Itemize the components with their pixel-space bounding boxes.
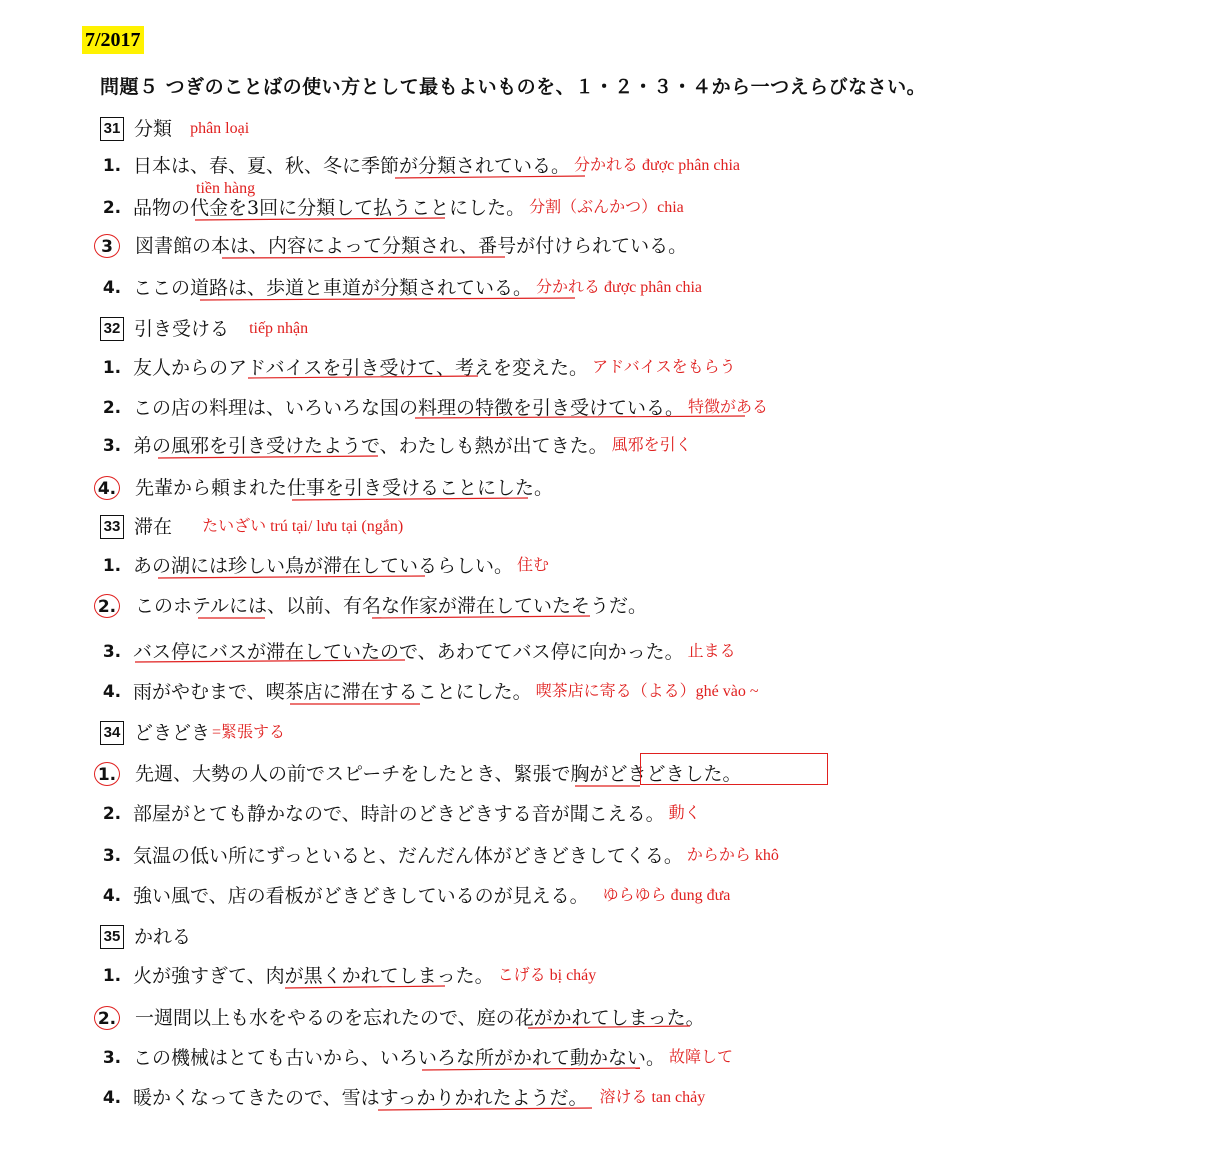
word-note: たいざい trú tại/ lưu tại (ngắn) xyxy=(202,518,404,535)
option-text: 友人からのアドバイスを引き受けて、考えを変えた。 xyxy=(133,357,589,379)
option-number: 2. xyxy=(102,804,122,824)
above-note: tiền hàng xyxy=(196,180,256,197)
question-31-heading xyxy=(100,114,249,142)
option-31-4[interactable] xyxy=(100,272,702,302)
option-note: ゆらゆら đung đưa xyxy=(602,887,731,904)
question-32-heading xyxy=(100,314,308,342)
option-note: アドバイスをもらう xyxy=(592,359,736,376)
option-text: 先輩から頼まれた仕事を引き受けることにした。 xyxy=(135,477,554,499)
option-number: 2. xyxy=(102,198,122,218)
word-note: tiếp nhận xyxy=(249,320,309,337)
option-note: 溶ける tan chảy xyxy=(599,1089,706,1106)
option-34-4[interactable] xyxy=(100,880,730,910)
option-31-2[interactable] xyxy=(100,192,684,222)
option-note: 故障して xyxy=(669,1049,734,1066)
option-text: 図書館の本は、内容によって分類され、番号が付けられている。 xyxy=(135,235,688,257)
option-number: 4. xyxy=(102,1088,122,1108)
option-text: 気温の低い所にずっといると、だんだん体がどきどきしてくる。 xyxy=(133,845,683,867)
question-number: 33 xyxy=(100,515,124,539)
option-32-2[interactable] xyxy=(100,392,768,422)
option-note: 住む xyxy=(517,557,550,574)
option-number: 3. xyxy=(102,846,122,866)
option-text: この機械はとても古いから、いろいろな所がかれて動かない。 xyxy=(133,1047,666,1069)
option-number: 4. xyxy=(102,278,122,298)
option-text: 日本は、春、夏、秋、冬に季節が分類されている。 xyxy=(133,155,571,177)
word-note: =緊張する xyxy=(212,724,286,741)
option-35-1[interactable] xyxy=(100,960,596,990)
option-note: 動く xyxy=(668,805,701,822)
option-35-4[interactable] xyxy=(100,1082,705,1112)
option-note: 分割（ぶんかつ）chia xyxy=(529,199,684,216)
option-note: 分かれる được phân chia xyxy=(574,157,741,174)
option-number: 3. xyxy=(102,642,122,662)
date-tag: 7/2017 xyxy=(82,26,144,54)
option-text: 暖かくなってきたので、雪はすっかりかれたようだ。 xyxy=(133,1087,588,1109)
option-text: 雨がやむまで、喫茶店に滞在することにした。 xyxy=(133,681,532,703)
option-34-3[interactable] xyxy=(100,840,779,870)
highlight-box xyxy=(640,753,828,785)
option-text: バス停にバスが滞在していたので、あわててバス停に向かった。 xyxy=(133,641,684,663)
vocab-word: 分類 xyxy=(134,118,173,140)
word-note: phân loại xyxy=(190,120,250,137)
option-text: この店の料理は、いろいろな国の料理の特徴を引き受けている。 xyxy=(133,397,685,419)
option-33-1[interactable] xyxy=(100,550,549,580)
option-text: 部屋がとても静かなので、時計のどきどきする音が聞こえる。 xyxy=(133,803,665,825)
option-note: 特徴がある xyxy=(688,399,769,416)
option-number: 2. xyxy=(102,398,122,418)
question-34-heading xyxy=(100,718,285,746)
option-text: 先週、大勢の人の前でスピーチをしたとき、緊張で胸がどきどきした。 xyxy=(135,763,742,785)
option-35-3[interactable] xyxy=(100,1042,733,1072)
answer-circle-icon: 3 xyxy=(94,234,120,258)
option-text: 強い風で、店の看板がどきどきしているのが見える。 xyxy=(133,885,589,907)
option-text: 一週間以上も水をやるのを忘れたので、庭の花がかれてしまった。 xyxy=(135,1007,705,1029)
option-33-4[interactable] xyxy=(100,676,759,706)
question-35-heading xyxy=(100,922,191,950)
option-number: 1. xyxy=(102,358,122,378)
option-34-2[interactable] xyxy=(100,798,701,828)
question-33-heading xyxy=(100,512,403,540)
vocab-word: 引き受ける xyxy=(134,318,230,340)
option-text: 品物の代金を3回に分類して払うことにした。 xyxy=(133,197,526,219)
option-32-1[interactable] xyxy=(100,352,736,382)
option-number: 4. xyxy=(102,682,122,702)
question-number: 35 xyxy=(100,925,124,949)
option-31-3[interactable] xyxy=(100,230,691,260)
answer-circle-icon: 2. xyxy=(94,1006,120,1030)
option-number: 3. xyxy=(102,1048,122,1068)
option-35-2[interactable] xyxy=(97,1002,709,1032)
option-number: 4. xyxy=(102,886,122,906)
question-number: 31 xyxy=(100,117,124,141)
option-note: 喫茶店に寄る（よる）ghé vào ~ xyxy=(535,683,759,700)
option-number: 1. xyxy=(102,156,122,176)
option-note: 風邪を引く xyxy=(611,437,692,454)
option-note: こげる bị cháy xyxy=(497,967,597,984)
option-number: 1. xyxy=(102,556,122,576)
vocab-word: かれる xyxy=(134,926,192,948)
answer-circle-icon: 4. xyxy=(94,476,120,500)
instruction: 問題５ つぎのことばの使い方として最もよいものを、１・２・３・４から一つえらびなさい。 xyxy=(100,76,927,98)
option-text: 火が強すぎて、肉が黒くかれてしまった。 xyxy=(133,965,494,987)
option-32-4[interactable] xyxy=(97,472,557,502)
option-note: 分かれる được phân chia xyxy=(536,279,703,296)
question-number: 32 xyxy=(100,317,124,341)
option-text: 弟の風邪を引き受けたようで、わたしも熱が出てきた。 xyxy=(133,435,608,457)
option-32-3[interactable] xyxy=(100,430,692,460)
option-note: からから khô xyxy=(686,847,779,864)
option-text: ここの道路は、歩道と車道が分類されている。 xyxy=(133,277,533,299)
vocab-word: 滞在 xyxy=(134,516,173,538)
option-31-1[interactable] xyxy=(100,150,740,180)
option-number: 1. xyxy=(102,966,122,986)
option-number: 3. xyxy=(102,436,122,456)
option-note: 止まる xyxy=(687,643,736,660)
option-33-2[interactable] xyxy=(97,590,651,620)
vocab-word: どきどき xyxy=(134,722,211,744)
answer-circle-icon: 1. xyxy=(94,762,120,786)
question-number: 34 xyxy=(100,721,124,745)
option-text: このホテルには、以前、有名な作家が滞在していたそうだ。 xyxy=(135,595,648,617)
option-33-3[interactable] xyxy=(100,636,736,666)
answer-circle-icon: 2. xyxy=(94,594,120,618)
option-text: あの湖には珍しい鳥が滞在しているらしい。 xyxy=(133,555,514,577)
